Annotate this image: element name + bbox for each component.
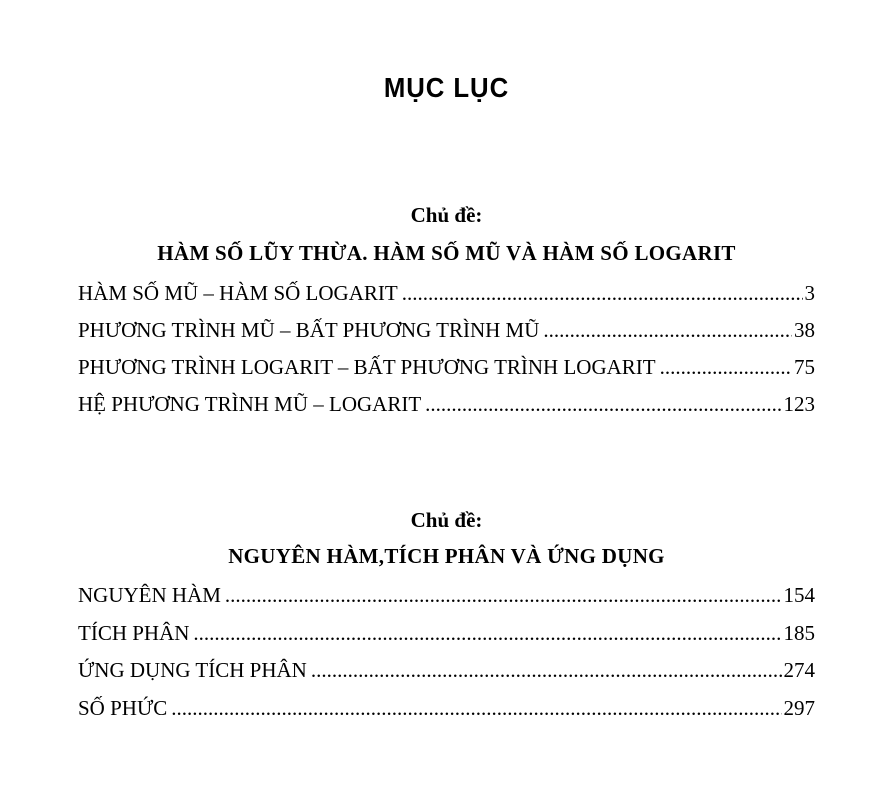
toc-entry-title: SỐ PHỨC [78,696,168,720]
toc-entry-title: PHƯƠNG TRÌNH MŨ – BẤT PHƯƠNG TRÌNH MŨ [78,318,540,342]
toc-entry-title: TÍCH PHÂN [78,621,190,645]
section-2-title: NGUYÊN HÀM,TÍCH PHÂN VÀ ỨNG DỤNG [228,544,665,568]
toc-entry-title: HỆ PHƯƠNG TRÌNH MŨ – LOGARIT [78,392,422,416]
toc-entry[interactable] [78,583,815,607]
toc-leader-dots [402,281,803,305]
section-1-label: Chủ đề: [410,203,483,227]
toc-entry[interactable] [78,392,815,416]
toc-leader-dots [660,355,792,379]
toc-entry-page: 274 [783,658,815,682]
toc-entry-page: 38 [794,318,815,342]
toc-entry-page: 154 [783,583,815,607]
page-title: MỤC LỤC [383,72,510,103]
toc-entry-page: 75 [794,355,815,379]
toc-entry-title: HÀM SỐ MŨ – HÀM SỐ LOGARIT [78,281,398,305]
toc-leader-dots [225,583,782,607]
toc-entry[interactable] [78,355,815,379]
section-1-title: HÀM SỐ LŨY THỪA. HÀM SỐ MŨ VÀ HÀM SỐ LOGARIT [157,241,736,265]
toc-entry-title: PHƯƠNG TRÌNH LOGARIT – BẤT PHƯƠNG TRÌNH LOGARIT [78,355,656,379]
toc-leader-dots [171,696,781,720]
toc-entry[interactable] [78,318,815,342]
toc-entry[interactable] [78,281,815,305]
toc-entry-page: 3 [804,281,815,305]
toc-leader-dots [193,621,781,645]
toc-leader-dots [311,658,782,682]
toc-entry[interactable] [78,658,815,682]
toc-entry[interactable] [78,621,815,645]
toc-entry-page: 185 [783,621,815,645]
section-2-label: Chủ đề: [410,508,483,532]
toc-leader-dots [425,392,781,416]
toc-entry-title: ỨNG DỤNG TÍCH PHÂN [78,658,307,682]
toc-entry-title: NGUYÊN HÀM [78,583,221,607]
toc-leader-dots [543,318,792,342]
toc-entry-page: 297 [783,696,815,720]
toc-entry[interactable] [78,696,815,720]
toc-entry-page: 123 [783,392,815,416]
